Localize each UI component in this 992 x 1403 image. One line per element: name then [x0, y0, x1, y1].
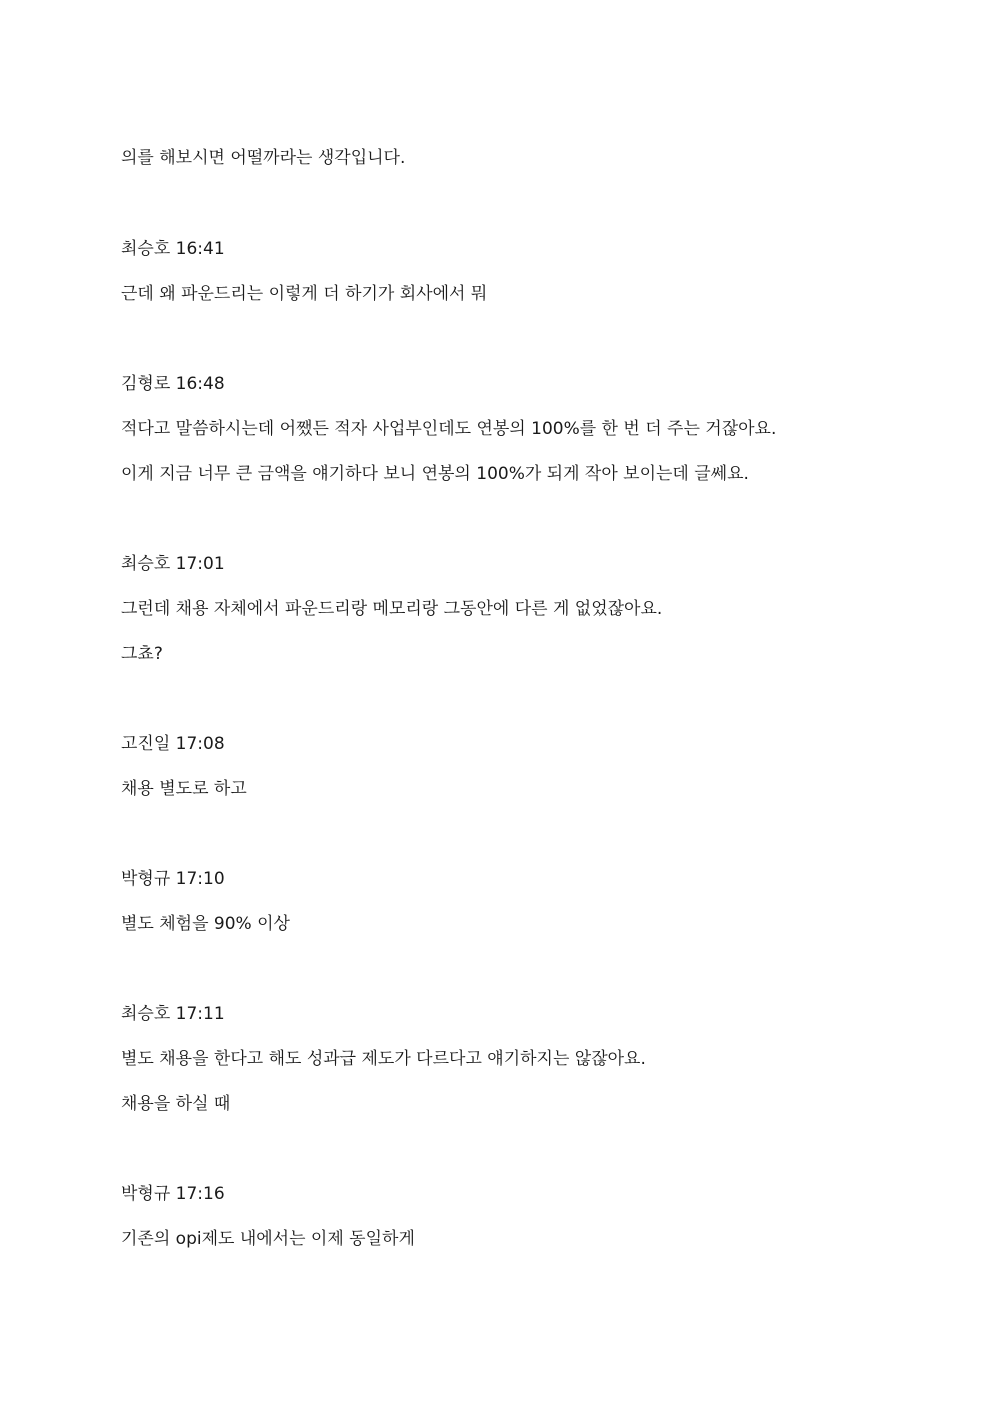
utterance-line: 별도 체험을 90% 이상 — [121, 914, 290, 934]
utterance-line: 적다고 말씀하시는데 어쨌든 적자 사업부인데도 연봉의 100%를 한 번 더 주는 거잖아요. — [121, 419, 777, 439]
utterance-line: 기존의 opi제도 내에서는 이제 동일하게 — [121, 1229, 415, 1249]
speaker-timestamp: 고진일 17:08 — [121, 734, 225, 754]
speaker-timestamp: 김형로 16:48 — [121, 374, 225, 394]
speaker-timestamp: 박형규 17:16 — [121, 1184, 225, 1204]
utterance-line: 별도 채용을 한다고 해도 성과급 제도가 다르다고 얘기하지는 않잖아요. — [121, 1049, 646, 1069]
speaker-timestamp: 최승호 17:01 — [121, 554, 225, 574]
utterance-line: 이게 지금 너무 큰 금액을 얘기하다 보니 연봉의 100%가 되게 작아 보이는데 글쎄요. — [121, 464, 749, 484]
utterance-line: 그런데 채용 자체에서 파운드리랑 메모리랑 그동안에 다른 게 없었잖아요. — [121, 599, 663, 619]
speaker-timestamp: 최승호 16:41 — [121, 239, 225, 259]
speaker-timestamp: 박형규 17:10 — [121, 869, 225, 889]
utterance-line: 채용을 하실 때 — [121, 1094, 231, 1114]
utterance-line: 그쵸? — [121, 644, 163, 664]
speaker-timestamp: 최승호 17:11 — [121, 1004, 225, 1024]
intro-line: 의를 해보시면 어떨까라는 생각입니다. — [121, 148, 406, 168]
utterance-line: 채용 별도로 하고 — [121, 779, 247, 799]
utterance-line: 근데 왜 파운드리는 이렇게 더 하기가 회사에서 뭐 — [121, 284, 488, 304]
